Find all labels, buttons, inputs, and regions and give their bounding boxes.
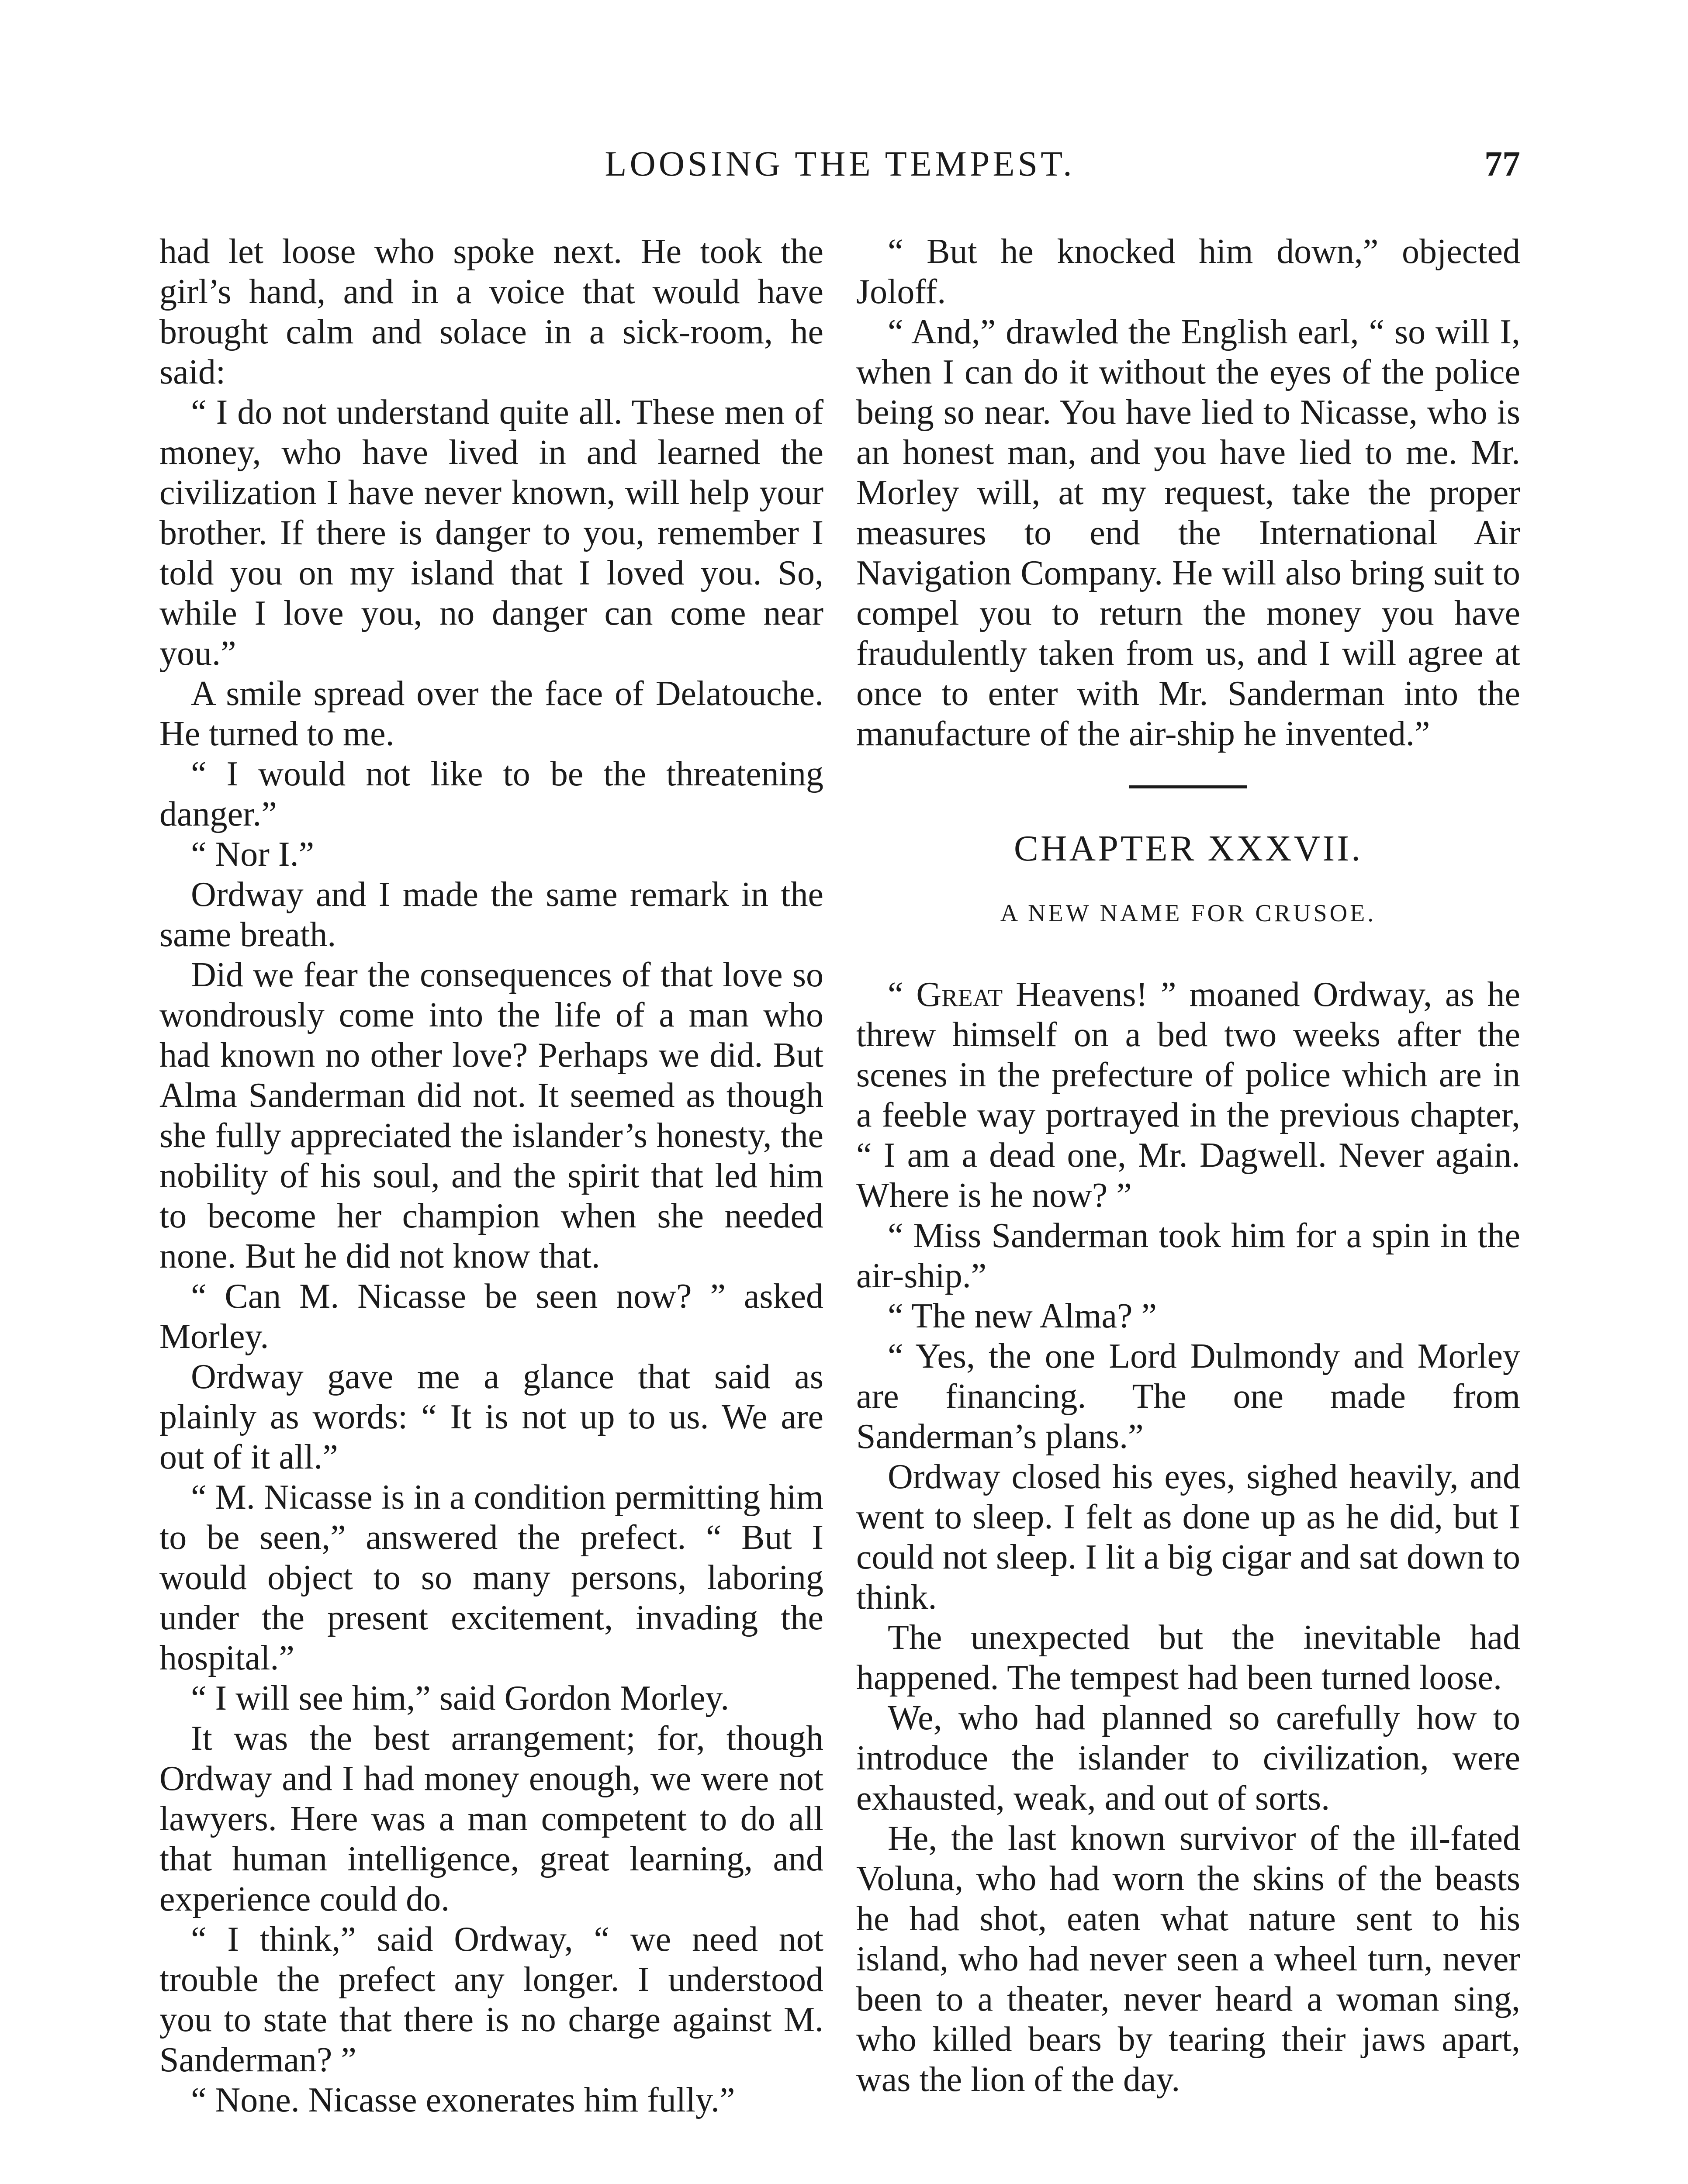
chapter-subtitle: A NEW NAME FOR CRUSOE. bbox=[1000, 900, 1377, 927]
paragraph: A smile spread over the face of Delatouche. He turned to me. bbox=[159, 674, 823, 753]
paragraph: had let loose who spoke next. He took the girl’s hand, and in a voice that would have brought calm and solace in a sick-room, he said: bbox=[159, 232, 823, 391]
chapter-opening-paragraph bbox=[856, 975, 1520, 1216]
page-number: 77 bbox=[1484, 144, 1520, 183]
paragraph: We, who had planned so carefully how to introduce the islander to civilization, were exhausted, weak, and out of sorts. bbox=[856, 1699, 1520, 1818]
paragraph: The unexpected but the inevitable had happened. The tempest had been turned loose. bbox=[856, 1618, 1520, 1697]
section-divider bbox=[1129, 785, 1247, 788]
paragraph: He, the last known survivor of the ill-fated Voluna, who had worn the skins of the beasts he had shot, eaten what nature sent to his island, who had never seen a wheel turn, never been to a theater, never heard a woman sing, who killed bears by tearing their jaws apart, was the lion of the day. bbox=[856, 1819, 1520, 2099]
opening-quote: “ bbox=[888, 975, 917, 1014]
page-header bbox=[159, 140, 1520, 188]
small-caps-lead: Great bbox=[916, 975, 1003, 1014]
paragraph: “ M. Nicasse is in a condition permitting him to be seen,” answered the prefect. “ But I would object to so many persons, laboring under the present excitement, invading the hospital.” bbox=[159, 1478, 823, 1677]
paragraph: “ Yes, the one Lord Dulmondy and Morley are financing. The one made from Sanderman’s plans.” bbox=[856, 1337, 1520, 1456]
chapter-heading: CHAPTER XXXVII. bbox=[1013, 828, 1363, 869]
paragraph: It was the best arrangement; for, though Ordway and I had money enough, we were not lawyers. Here was a man competent to do all that human intelligence, great learning, and experience could do. bbox=[159, 1719, 823, 1918]
running-head: LOOSING THE TEMPEST. bbox=[605, 144, 1075, 183]
paragraph: “ None. Nicasse exonerates him fully.” bbox=[191, 2081, 735, 2119]
opening-text: Heavens! ” moaned Ordway, as he threw himself on a bed two weeks after the scenes in the prefecture of police which are in a feeble way portrayed in the previous chapter, “ I am a dead one, Mr. Dagwell. Never again. Where is he now? ” bbox=[856, 975, 1520, 1215]
paragraph: Ordway closed his eyes, sighed heavily, and went to sleep. I felt as done up as he did, but I could not sleep. I lit a big cigar and sat down to think. bbox=[856, 1458, 1520, 1617]
left-column bbox=[159, 232, 823, 2120]
paragraph: “ But he knocked him down,” objected Joloff. bbox=[856, 232, 1520, 311]
paragraph: “ I would not like to be the threatening danger.” bbox=[159, 755, 823, 833]
paragraph: “ I think,” said Ordway, “ we need not trouble the prefect any longer. I understood you to state that there is no charge against M. Sanderman? ” bbox=[159, 1920, 823, 2079]
paragraph: “ I do not understand quite all. These men of money, who have lived in and learned the civilization I have never known, will help your brother. If there is danger to you, remember I told you on my island that I loved you. So, while I love you, no danger can come near you.” bbox=[159, 393, 823, 673]
paragraph: “ And,” drawled the English earl, “ so will I, when I can do it without the eyes of the police being so near. You have lied to Nicasse, who is an honest man, and you have lied to me. Mr. Morley will, at my request, take the proper measures to end the International Air Navigation Company. He will also bring suit to compel you to return the money you have fraudulently taken from us, and I will agree at once to enter with Mr. Sanderman into the manufacture of the air-ship he invented.” bbox=[856, 313, 1520, 753]
paragraph: “ The new Alma? ” bbox=[888, 1297, 1157, 1335]
paragraph: “ Nor I.” bbox=[191, 835, 315, 874]
paragraph: “ Can M. Nicasse be seen now? ” asked Morley. bbox=[159, 1277, 823, 1356]
paragraph: “ Miss Sanderman took him for a spin in the air-ship.” bbox=[856, 1216, 1520, 1295]
paragraph: Did we fear the consequences of that love so wondrously come into the life of a man who had known no other love? Perhaps we did. But Alma Sanderman did not. It seemed as though she fully appreciated the islander’s honesty, the nobility of his soul, and the spirit that led him to become her champion when she needed none. But he did not know that. bbox=[159, 956, 823, 1275]
right-column bbox=[856, 232, 1520, 2100]
paragraph: “ I will see him,” said Gordon Morley. bbox=[191, 1679, 730, 1717]
paragraph: Ordway and I made the same remark in the same breath. bbox=[159, 875, 823, 954]
paragraph: Ordway gave me a glance that said as plainly as words: “ It is not up to us. We are out of it all.” bbox=[159, 1358, 823, 1476]
